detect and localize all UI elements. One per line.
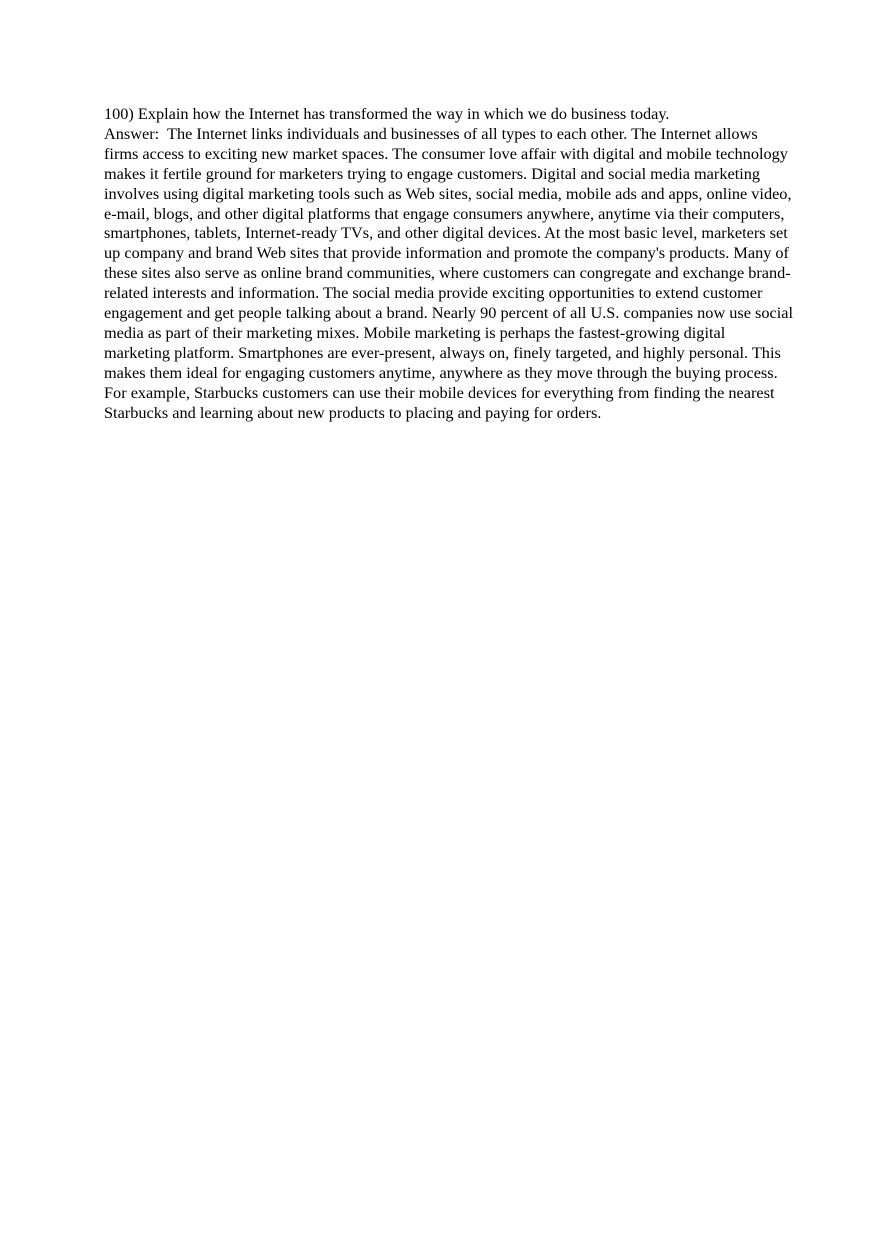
question-answer-block <box>104 104 794 423</box>
question <box>104 104 794 124</box>
question-text: Explain how the Internet has transformed the way in which we do business today. <box>137 104 670 123</box>
answer-text: The Internet links individuals and businesses of all types to each other. The Internet allows firms access to exciting new market spaces. The consumer love affair with digital and mobile technology makes it fertile ground for marketers trying to engage customers. Digital and social media marketing involves using digital marketing tools such as Web sites, social media, mobile ads and apps, online video, e-mail, blogs, and other digital platforms that engage consumers anywhere, anytime via their computers, smartphones, tablets, Internet-ready TVs, and other digital devices. At the most basic level, marketers set up company and brand Web sites that provide information and promote the company's products. Many of these sites also serve as online brand communities, where customers can congregate and exchange brand-related interests and information. The social media provide exciting opportunities to extend customer engagement and get people talking about a brand. Nearly 90 percent of all U.S. companies now use social media as part of their marketing mixes. Mobile marketing is perhaps the fastest-growing digital marketing platform. Smartphones are ever-present, always on, finely targeted, and highly personal. This makes them ideal for engaging customers anytime, anywhere as they move through the buying process. For example, Starbucks customers can use their mobile devices for everything from finding the nearest Starbucks and learning about new products to placing and paying for orders. <box>104 123 794 422</box>
answer <box>104 124 794 423</box>
answer-label: Answer: <box>104 123 168 143</box>
question-number: 100) <box>104 104 134 123</box>
